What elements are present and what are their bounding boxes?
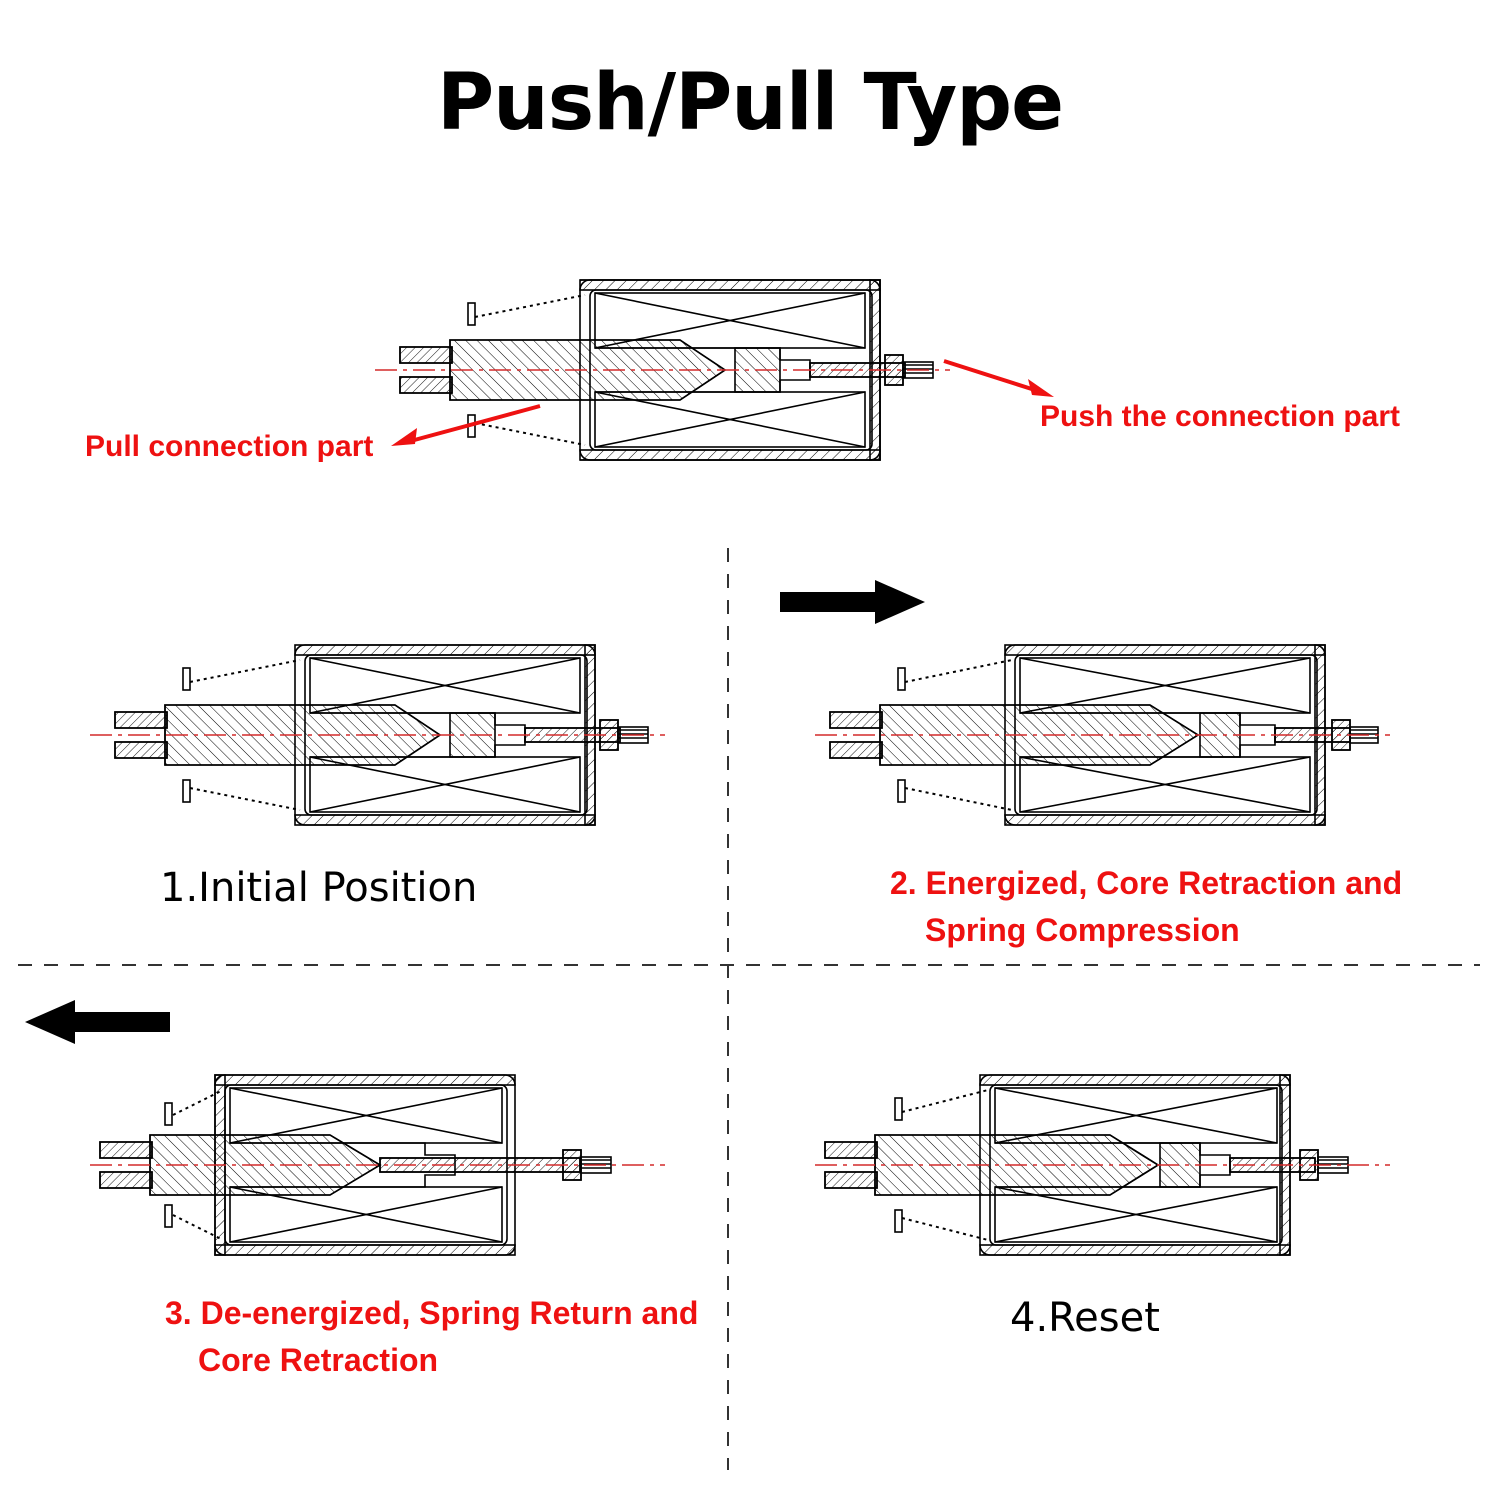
pull-connection-label: Pull connection part <box>85 430 374 463</box>
arrow-right-icon <box>780 580 925 625</box>
caption-panel-3-line2: Core Retraction <box>198 1342 439 1378</box>
solenoid-figure-1 <box>95 625 655 845</box>
page-title: Push/Pull Type <box>437 58 1063 148</box>
caption-panel-2-line1: 2. Energized, Core Retraction and <box>890 865 1403 901</box>
caption-panel-3-line1: 3. De-energized, Spring Return and <box>165 1295 699 1331</box>
solenoid-figure-2 <box>820 625 1380 845</box>
caption-panel-1: 1.Initial Position <box>160 865 478 911</box>
caption-panel-2-line2: Spring Compression <box>925 912 1240 948</box>
solenoid-figure-3 <box>95 1055 655 1275</box>
solenoid-figure-4 <box>820 1055 1380 1275</box>
push-connection-label: Push the connection part <box>1040 400 1401 433</box>
caption-panel-4: 4.Reset <box>1010 1295 1160 1341</box>
arrow-left-icon <box>25 1000 170 1045</box>
